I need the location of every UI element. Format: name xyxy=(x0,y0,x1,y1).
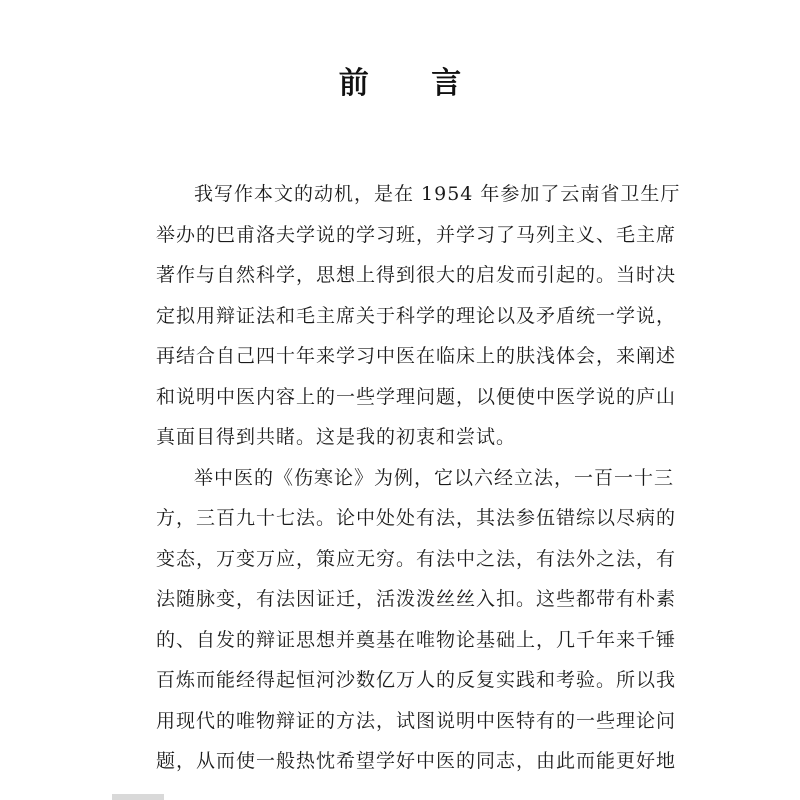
page-title: 前 言 xyxy=(338,66,488,101)
paragraph-2-line-3: 变态，万变万应，策应无穷。有法中之法，有法外之法，有 xyxy=(156,547,677,570)
scan-edge-mark xyxy=(112,794,164,800)
paragraph-1-line-7: 真面目得到共睹。这是我的初衷和尝试。 xyxy=(156,426,517,448)
paragraph-1-line-4: 定拟用辩证法和毛主席关于科学的理论以及矛盾统一学说， xyxy=(156,304,677,327)
paragraph-2-line-7: 用现代的唯物辩证的方法，试图说明中医特有的一些理论问 xyxy=(156,709,677,732)
paragraph-2-line-5: 的、自发的辩证思想并奠基在唯物论基础上，几千年来千锤 xyxy=(156,628,677,651)
paragraph-1-line-2: 举办的巴甫洛夫学说的学习班，并学习了马列主义、毛主席 xyxy=(156,223,677,246)
paragraph-2-line-2: 方，三百九十七法。论中处处有法，其法参伍错综以尽病的 xyxy=(156,507,677,529)
paragraph-1-line-6: 和说明中医内容上的一些学理问题，以便使中医学说的庐山 xyxy=(156,385,677,408)
body-text xyxy=(156,174,681,782)
paragraph-2-line-1: 举中医的《伤寒论》为例，它以六经立法，一百一十三 xyxy=(194,466,675,489)
paragraph-1-line-5: 再结合自己四十年来学习中医在临床上的肤浅体会，来阐述 xyxy=(156,345,677,367)
paragraph-1-line-1: 我写作本文的动机，是在 1954 年参加了云南省卫生厅 xyxy=(194,183,681,205)
paragraph-2-line-6: 百炼而能经得起恒河沙数亿万人的反复实践和考验。所以我 xyxy=(156,669,677,691)
paragraph-1-line-3: 著作与自然科学，思想上得到很大的启发而引起的。当时决 xyxy=(156,264,677,286)
paragraph-2-line-8: 题，从而使一般热忱希望学好中医的同志，由此而能更好地 xyxy=(156,750,677,772)
paragraph-2-line-4: 法随脉变，有法因证迁，活泼泼丝丝入扣。这些都带有朴素 xyxy=(156,588,677,610)
